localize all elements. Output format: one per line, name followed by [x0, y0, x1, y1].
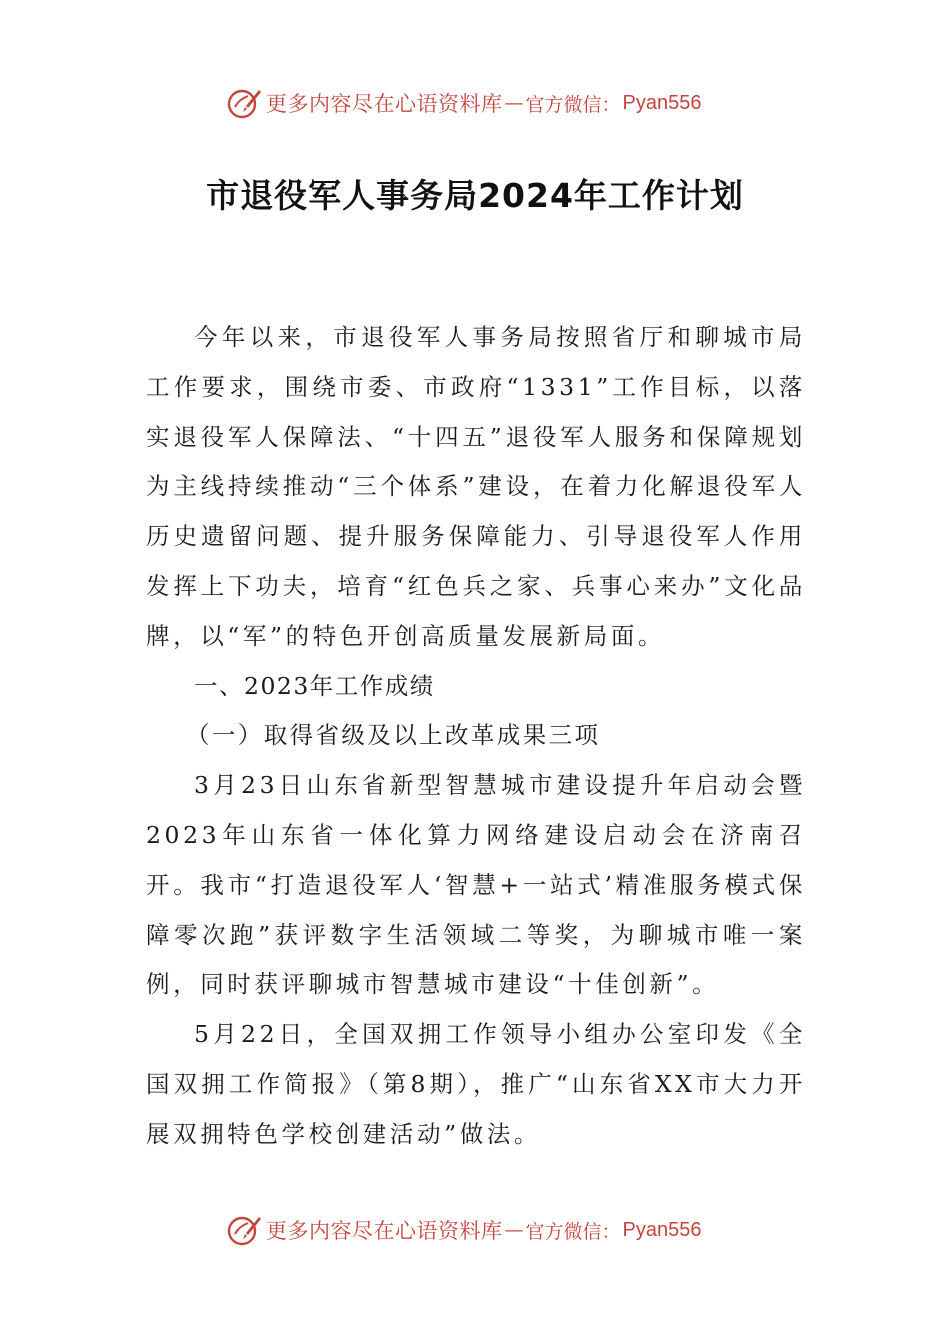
banner-wechat-id: Pyan556 — [622, 91, 702, 114]
body-paragraph: 5月22日，全国双拥工作领导小组办公室印发《全国双拥工作简报》（第8期），推广“山东省XX市大力开展双拥特色学校创建活动”做法。 — [146, 1020, 806, 1148]
banner-wechat-label: 官方微信： — [525, 93, 621, 116]
banner-main-text: 更多内容尽在心语资料库 — [266, 92, 503, 116]
banner-dash: — — [504, 1219, 524, 1241]
header-banner — [226, 83, 746, 123]
body-paragraph: 3月23日山东省新型智慧城市建设提升年启动会暨2023年山东省一体化算力网络建设启动会在济南召开。我市“打造退役军人‘智慧+一站式’精准服务模式保障零次跑”获评数字生活领域二等奖，为聊城市唯一案例，同时获评聊城市智慧城市建设“十佳创新”。 — [146, 771, 806, 999]
pen-logo-icon — [226, 85, 262, 121]
pen-logo-icon — [226, 1212, 262, 1248]
banner-wechat-id: Pyan556 — [622, 1218, 702, 1241]
document-title: 市退役军人事务局2024年工作计划 — [206, 176, 744, 215]
footer-banner — [226, 1210, 746, 1250]
subsection-heading: （一）取得省级及以上改革成果三项 — [186, 721, 601, 750]
document-body — [146, 313, 806, 1160]
intro-paragraph: 今年以来，市退役军人事务局按照省厅和聊城市局工作要求，围绕市委、市政府“1331”工作目标，以落实退役军人保障法、“十四五”退役军人服务和保障规划为主线持续推动“三个体系”建设，在着力化解退役军人历史遗留问题、提升服务保障能力、引导退役军人作用发挥上下功夫，培育“红色兵之家、兵事心来办”文化品牌，以“军”的特色开创高质量发展新局面。 — [146, 323, 806, 650]
banner-wechat-label: 官方微信： — [525, 1220, 621, 1243]
banner-main-text: 更多内容尽在心语资料库 — [266, 1219, 503, 1243]
section-heading: 一、2023年工作成绩 — [194, 671, 435, 700]
banner-dash: — — [504, 92, 524, 114]
